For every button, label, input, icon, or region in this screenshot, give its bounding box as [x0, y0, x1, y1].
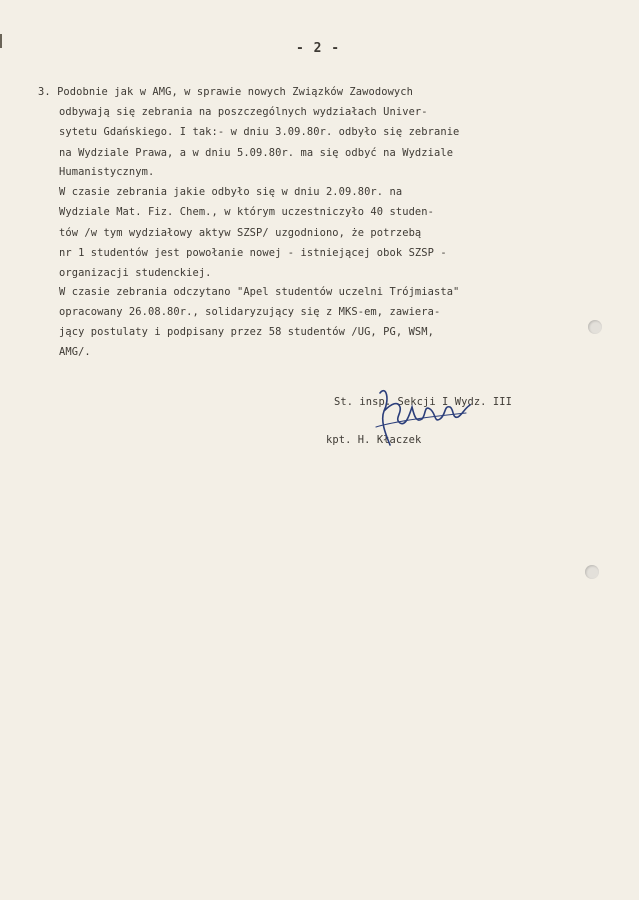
paragraph-line: nr 1 studentów jest powołanie nowej - istniejącej obok SZSP -	[59, 247, 447, 259]
paragraph-line: jący postulaty i podpisany przez 58 studentów /UG, PG, WSM,	[59, 326, 434, 338]
paragraph-line: organizacji studenckiej.	[59, 267, 212, 279]
paragraph-line: sytetu Gdańskiego. I tak:- w dniu 3.09.80r. odbyło się zebranie	[59, 126, 460, 138]
paragraph-line: odbywają się zebrania na poszczególnych wydziałach Univer-	[59, 106, 428, 118]
paragraph-line: opracowany 26.08.80r., solidaryzujący się z MKS-em, zawiera-	[59, 306, 441, 318]
signatory-title: St. insp. Sekcji I Wydz. III	[334, 396, 512, 408]
paragraph-line: W czasie zebrania odczytano "Apel studentów uczelni Trójmiasta"	[59, 286, 460, 298]
paragraph-line: Humanistycznym.	[59, 166, 155, 178]
paragraph-line: AMG/.	[59, 346, 91, 358]
paragraph-line: na Wydziale Prawa, a w dniu 5.09.80r. ma się odbyć na Wydziale	[59, 147, 454, 159]
paragraph-line: tów /w tym wydziałowy aktyw SZSP/ uzgodniono, że potrzebą	[59, 227, 422, 239]
handwritten-signature	[366, 383, 476, 453]
edge-mark	[0, 34, 2, 48]
paragraph-line: 3. Podobnie jak w AMG, w sprawie nowych Związków Zawodowych	[38, 86, 413, 98]
page-number: - 2 -	[296, 41, 341, 56]
paragraph-line: Wydziale Mat. Fiz. Chem., w którym uczestniczyło 40 studen-	[59, 206, 434, 218]
punch-hole	[588, 320, 602, 334]
punch-hole	[585, 565, 599, 579]
signatory-name: kpt. H. Kłaczek	[326, 434, 422, 446]
paragraph-line: W czasie zebrania jakie odbyło się w dniu 2.09.80r. na	[59, 186, 403, 198]
